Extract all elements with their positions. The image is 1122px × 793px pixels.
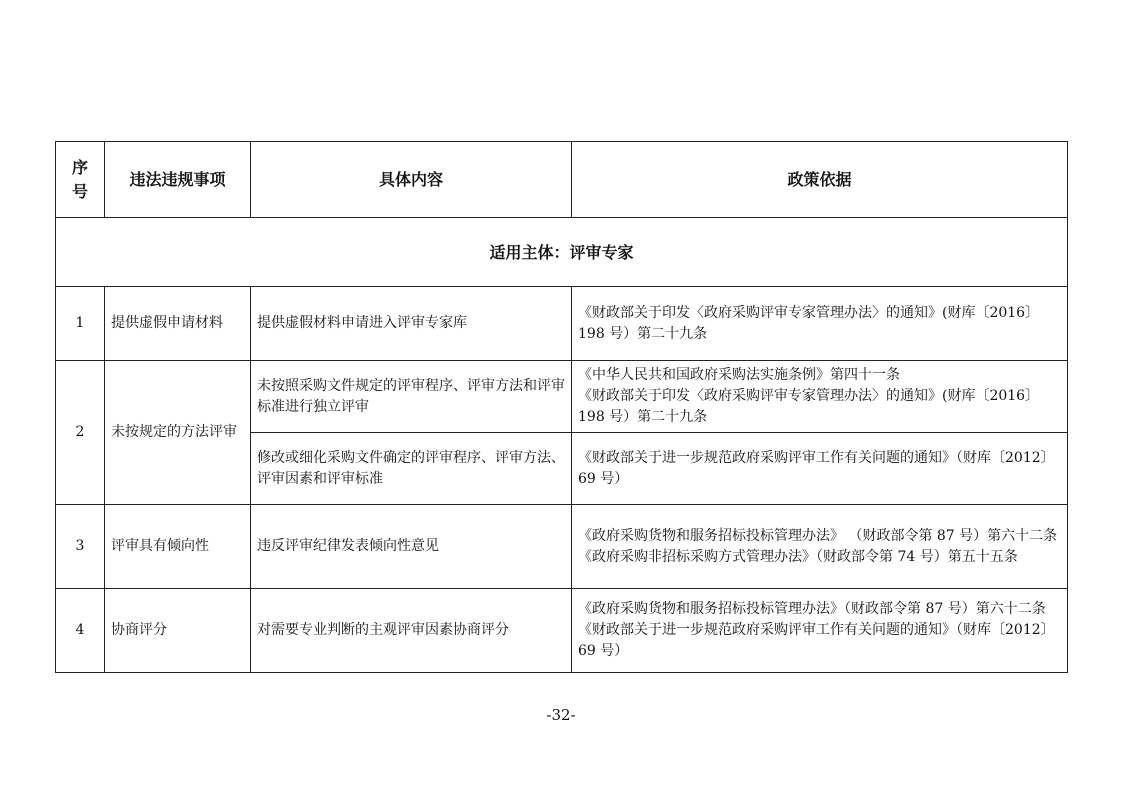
policy-basis-line: 《财政部关于印发〈政府采购评审专家管理办法〉的通知》(财库〔2016〕198 号）第二十九条 <box>578 304 1040 342</box>
header-specific-content: 具体内容 <box>251 142 572 218</box>
row-content: 修改或细化采购文件确定的评审程序、评审方法、评审因素和评审标准 <box>251 433 572 505</box>
policy-basis-line: 《政府采购货物和服务招标投标管理办法》 （财政部令第 87 号）第六十二条 <box>578 527 1058 544</box>
row-violation-item: 提供虚假申请材料 <box>105 287 251 361</box>
regulation-table-container <box>55 141 1067 673</box>
table-row <box>56 287 1068 361</box>
policy-basis-line: 《财政部关于进一步规范政府采购评审工作有关问题的通知》（财库〔2012〕69 号） <box>578 622 1055 659</box>
table-header-row <box>56 142 1068 218</box>
table-row <box>56 505 1068 589</box>
row-violation-item: 未按规定的方法评审 <box>105 361 251 505</box>
header-policy-basis: 政策依据 <box>572 142 1068 218</box>
section-title: 适用主体：评审专家 <box>56 218 1068 287</box>
page-number: -32- <box>546 706 576 724</box>
row-number: 2 <box>56 361 105 505</box>
policy-basis-line: 《财政部关于进一步规范政府采购评审工作有关问题的通知》（财库〔2012〕69 号） <box>578 449 1055 487</box>
row-content: 对需要专业判断的主观评审因素协商评分 <box>251 589 572 673</box>
row-number: 1 <box>56 287 105 361</box>
row-content: 违反评审纪律发表倾向性意见 <box>251 505 572 589</box>
section-row <box>56 218 1068 287</box>
row-violation-item: 评审具有倾向性 <box>105 505 251 589</box>
header-serial-line1: 序 <box>71 157 88 177</box>
policy-basis-line: 《政府采购非招标采购方式管理办法》（财政部令第 74 号）第五十五条 <box>578 548 1018 565</box>
row-policy-basis <box>572 287 1068 361</box>
table-row <box>56 589 1068 673</box>
row-content: 未按照采购文件规定的评审程序、评审方法和评审标准进行独立评审 <box>251 361 572 433</box>
policy-basis-line: 《政府采购货物和服务招标投标管理办法》（财政部令第 87 号）第六十二条 <box>578 601 1046 617</box>
row-content: 提供虚假材料申请进入评审专家库 <box>251 287 572 361</box>
policy-basis-line: 《中华人民共和国政府采购法实施条例》第四十一条 <box>578 367 900 383</box>
row-number: 3 <box>56 505 105 589</box>
row-policy-basis <box>572 589 1068 673</box>
header-violation-item: 违法违规事项 <box>105 142 251 218</box>
row-number: 4 <box>56 589 105 673</box>
header-serial-number <box>56 142 105 218</box>
policy-basis-line: 《财政部关于印发〈政府采购评审专家管理办法〉的通知》(财库〔2016〕198 号）第二十九条 <box>578 388 1040 425</box>
regulation-table <box>55 141 1068 673</box>
table-row <box>56 361 1068 433</box>
header-serial-line2: 号 <box>71 181 88 201</box>
row-policy-basis <box>572 505 1068 589</box>
row-policy-basis <box>572 433 1068 505</box>
row-policy-basis <box>572 361 1068 433</box>
row-violation-item: 协商评分 <box>105 589 251 673</box>
